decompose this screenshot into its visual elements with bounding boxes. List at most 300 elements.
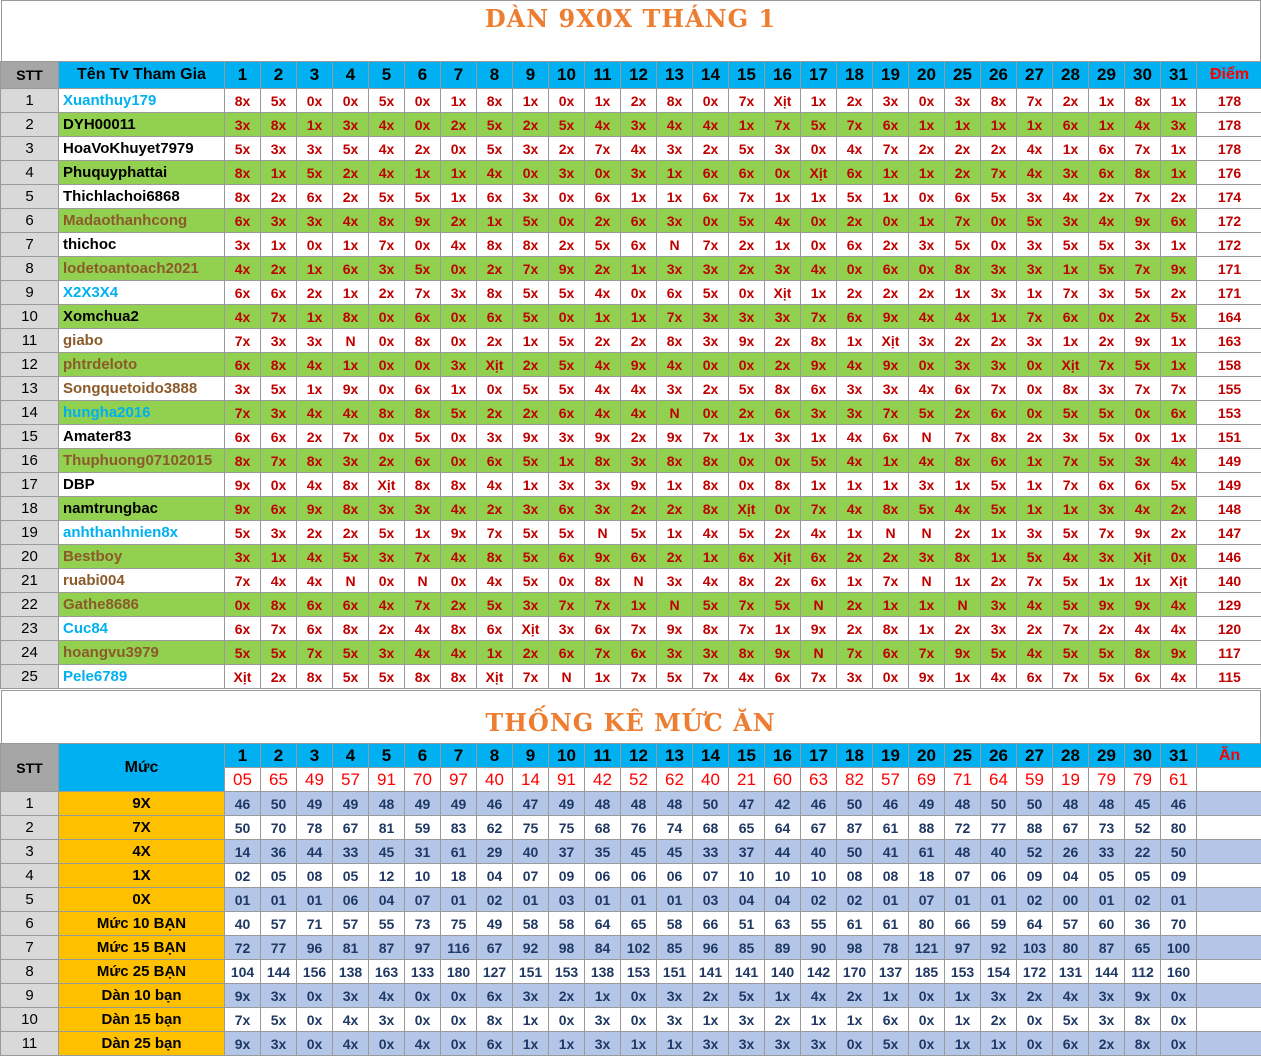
stat-cell: 03 (693, 888, 729, 912)
score-cell: 3x (261, 329, 297, 353)
score-cell: 2x (837, 545, 873, 569)
score-cell: 3x (225, 377, 261, 401)
stat-cell: 01 (1089, 888, 1125, 912)
result-cell: 91 (549, 768, 585, 792)
stat-cell: 42 (765, 792, 801, 816)
table-row (1, 113, 1261, 137)
score-cell: 0x (441, 329, 477, 353)
score-cell: 7x (657, 305, 693, 329)
muc-label: 0X (59, 888, 225, 912)
score-cell: 6x (1161, 401, 1197, 425)
table-row (1, 792, 1261, 816)
score-cell: 3x (549, 161, 585, 185)
stat-cell: 45 (1125, 792, 1161, 816)
score-cell: 0x (801, 209, 837, 233)
member-name: Xomchua2 (59, 305, 225, 329)
stat-cell: 6x (873, 1008, 909, 1032)
stat-cell: 2x (837, 984, 873, 1008)
score-cell: 1x (621, 593, 657, 617)
score-cell: 2x (657, 545, 693, 569)
table-row (1, 377, 1261, 401)
score-cell: 2x (945, 161, 981, 185)
score-cell: 3x (513, 593, 549, 617)
header-day: 25 (945, 744, 981, 768)
score-cell: 3x (549, 617, 585, 641)
score-cell: 3x (225, 233, 261, 257)
table-row (1, 864, 1261, 888)
stat-cell: 0x (297, 1008, 333, 1032)
score-cell: 0x (729, 449, 765, 473)
score-cell: Xịt (765, 281, 801, 305)
header-day: 19 (873, 62, 909, 89)
score-cell: 8x (585, 449, 621, 473)
score-cell: 7x (225, 569, 261, 593)
stat-cell: 2x (1089, 1032, 1125, 1056)
score-cell: 1x (621, 185, 657, 209)
score-cell: 6x (405, 377, 441, 401)
score-cell: 5x (549, 113, 585, 137)
score-cell: 8x (657, 89, 693, 113)
score-cell: 7x (1053, 665, 1089, 689)
score-cell: 4x (909, 305, 945, 329)
score-cell: 2x (765, 521, 801, 545)
score-cell: 7x (225, 329, 261, 353)
stat-cell: 1x (837, 1008, 873, 1032)
score-cell: 9x (801, 353, 837, 377)
score-cell: 8x (333, 497, 369, 521)
score-cell: 7x (693, 425, 729, 449)
stat-cell: 33 (693, 840, 729, 864)
score-cell: 9x (621, 353, 657, 377)
score-cell: 1x (837, 521, 873, 545)
header-day: 4 (333, 62, 369, 89)
score-cell: 4x (297, 401, 333, 425)
row-stt: 8 (1, 960, 59, 984)
score-cell: 0x (333, 89, 369, 113)
score-cell: 2x (873, 281, 909, 305)
score-cell: Xịt (765, 545, 801, 569)
score-cell: 3x (693, 305, 729, 329)
score-cell: 3x (1125, 449, 1161, 473)
score-cell: 5x (549, 281, 585, 305)
result-cell: 63 (801, 768, 837, 792)
score-cell: 0x (297, 89, 333, 113)
header-day: 3 (297, 744, 333, 768)
stat-cell: 59 (981, 912, 1017, 936)
score-cell: 0x (1089, 305, 1125, 329)
score-cell: 7x (801, 665, 837, 689)
score-cell: 4x (369, 113, 405, 137)
score-cell: 9x (225, 473, 261, 497)
table-row (1, 1032, 1261, 1056)
score-cell: 0x (477, 377, 513, 401)
score-cell: 6x (873, 257, 909, 281)
score-cell: 8x (585, 569, 621, 593)
stat-cell: 01 (657, 888, 693, 912)
stat-cell: 1x (945, 984, 981, 1008)
stat-empty (1197, 864, 1261, 888)
score-cell: 2x (261, 185, 297, 209)
score-cell: 0x (369, 329, 405, 353)
header-points: Điểm (1197, 62, 1261, 89)
stat-cell: 74 (657, 816, 693, 840)
result-cell: 59 (1017, 768, 1053, 792)
result-cell: 69 (909, 768, 945, 792)
score-cell: 3x (261, 209, 297, 233)
score-cell: 2x (1161, 497, 1197, 521)
stat-cell: 40 (801, 840, 837, 864)
stat-cell: 0x (621, 984, 657, 1008)
score-cell: 0x (369, 425, 405, 449)
score-cell: 1x (1161, 233, 1197, 257)
stat-cell: 49 (477, 912, 513, 936)
stat-cell: 46 (225, 792, 261, 816)
table-row (1, 912, 1261, 936)
stat-cell: 58 (549, 912, 585, 936)
score-cell: 6x (549, 401, 585, 425)
score-cell: 1x (333, 281, 369, 305)
score-cell: 3x (261, 137, 297, 161)
member-name: ruabi004 (59, 569, 225, 593)
table-row (1, 89, 1261, 113)
score-cell: 7x (549, 593, 585, 617)
score-cell: 5x (981, 473, 1017, 497)
stat-cell: 90 (801, 936, 837, 960)
stat-cell: 01 (1161, 888, 1197, 912)
points-cell: 153 (1197, 401, 1261, 425)
stat-cell: 29 (477, 840, 513, 864)
stat-cell: 58 (513, 912, 549, 936)
score-cell: 5x (261, 377, 297, 401)
score-cell: 3x (837, 401, 873, 425)
row-stt: 10 (1, 305, 59, 329)
score-cell: 1x (441, 89, 477, 113)
table-row (1, 960, 1261, 984)
score-cell: 2x (657, 497, 693, 521)
score-cell: 6x (1125, 665, 1161, 689)
score-cell: 0x (873, 665, 909, 689)
stat-cell: 8x (477, 1008, 513, 1032)
score-cell: 7x (621, 665, 657, 689)
stat-cell: 02 (1017, 888, 1053, 912)
score-cell: 7x (1125, 137, 1161, 161)
row-stt: 22 (1, 593, 59, 617)
points-cell: 171 (1197, 281, 1261, 305)
member-name: Bestboy (59, 545, 225, 569)
table-row (1, 569, 1261, 593)
score-cell: 0x (549, 305, 585, 329)
stat-cell: 144 (1089, 960, 1125, 984)
score-cell: 3x (981, 593, 1017, 617)
score-cell: 4x (1161, 617, 1197, 641)
score-cell: 8x (405, 401, 441, 425)
score-cell: 4x (441, 641, 477, 665)
stat-cell: 01 (261, 888, 297, 912)
score-cell: 2x (837, 593, 873, 617)
score-cell: 3x (657, 641, 693, 665)
member-name: X2X3X4 (59, 281, 225, 305)
stat-cell: 70 (1161, 912, 1197, 936)
score-cell: 5x (333, 545, 369, 569)
score-cell: 8x (1125, 641, 1161, 665)
row-stt: 4 (1, 161, 59, 185)
score-cell: 5x (693, 593, 729, 617)
score-cell: 3x (549, 425, 585, 449)
stat-cell: 67 (477, 936, 513, 960)
header-day: 8 (477, 744, 513, 768)
stat-cell: 3x (333, 984, 369, 1008)
stat-cell: 31 (405, 840, 441, 864)
stat-cell: 46 (1161, 792, 1197, 816)
score-cell: 5x (1017, 209, 1053, 233)
score-cell: 1x (1161, 425, 1197, 449)
score-cell: 0x (513, 161, 549, 185)
score-cell: N (801, 593, 837, 617)
member-name: Madaothanhcong (59, 209, 225, 233)
score-cell: N (333, 569, 369, 593)
score-cell: 6x (1053, 305, 1089, 329)
header-day: 2 (261, 744, 297, 768)
score-cell: 7x (261, 617, 297, 641)
score-cell: 4x (1017, 641, 1053, 665)
score-cell: 0x (909, 257, 945, 281)
score-cell: 1x (981, 545, 1017, 569)
stat-cell: 133 (405, 960, 441, 984)
score-cell: 2x (837, 617, 873, 641)
score-cell: 7x (513, 257, 549, 281)
header-day: 31 (1161, 744, 1197, 768)
score-cell: 5x (261, 641, 297, 665)
score-cell: 9x (1125, 209, 1161, 233)
score-cell: 9x (1125, 521, 1161, 545)
score-cell: 5x (1053, 233, 1089, 257)
score-cell: 2x (1161, 281, 1197, 305)
score-cell: 3x (225, 113, 261, 137)
stat-cell: 3x (693, 1032, 729, 1056)
stat-cell: 08 (297, 864, 333, 888)
score-cell: 2x (945, 137, 981, 161)
score-cell: 2x (261, 665, 297, 689)
stat-cell: 127 (477, 960, 513, 984)
score-cell: 1x (657, 521, 693, 545)
points-cell: 163 (1197, 329, 1261, 353)
score-cell: 7x (1089, 521, 1125, 545)
header-day: 18 (837, 744, 873, 768)
score-cell: 6x (873, 641, 909, 665)
score-cell: 4x (909, 377, 945, 401)
stat-cell: 87 (837, 816, 873, 840)
score-cell: 1x (333, 353, 369, 377)
score-cell: 9x (729, 329, 765, 353)
score-cell: 0x (729, 281, 765, 305)
score-cell: 2x (549, 137, 585, 161)
score-cell: 5x (549, 521, 585, 545)
score-cell: 2x (477, 329, 513, 353)
score-cell: N (909, 425, 945, 449)
stat-cell: 12 (369, 864, 405, 888)
score-cell: 0x (1125, 401, 1161, 425)
stat-cell: 156 (297, 960, 333, 984)
score-cell: 5x (837, 185, 873, 209)
stat-empty (1197, 960, 1261, 984)
stat-cell: 63 (765, 912, 801, 936)
stat-cell: 5x (1053, 1008, 1089, 1032)
stat-cell: 160 (1161, 960, 1197, 984)
score-cell: 8x (441, 665, 477, 689)
header-day: 18 (837, 62, 873, 89)
score-cell: 3x (369, 257, 405, 281)
score-cell: 6x (1017, 665, 1053, 689)
score-cell: 2x (945, 617, 981, 641)
score-cell: 3x (297, 137, 333, 161)
score-cell: 2x (549, 233, 585, 257)
score-cell: 2x (981, 137, 1017, 161)
score-cell: 4x (369, 593, 405, 617)
score-cell: 6x (837, 233, 873, 257)
score-cell: 2x (693, 137, 729, 161)
score-cell: 1x (873, 449, 909, 473)
result-cell: 40 (477, 768, 513, 792)
score-cell: 7x (693, 665, 729, 689)
score-cell: 8x (693, 617, 729, 641)
stat-cell: 3x (801, 1032, 837, 1056)
header-day: 26 (981, 62, 1017, 89)
score-cell: 6x (945, 377, 981, 401)
score-cell: 4x (1017, 137, 1053, 161)
score-cell: 1x (1089, 89, 1125, 113)
points-cell: 172 (1197, 209, 1261, 233)
score-cell: 3x (513, 497, 549, 521)
stat-cell: 153 (549, 960, 585, 984)
score-cell: 1x (1161, 137, 1197, 161)
score-cell: 2x (909, 281, 945, 305)
score-cell: 7x (729, 617, 765, 641)
score-cell: 4x (333, 401, 369, 425)
score-cell: 1x (1053, 497, 1089, 521)
muc-label: 9X (59, 792, 225, 816)
score-cell: 5x (585, 233, 621, 257)
stat-cell: 04 (765, 888, 801, 912)
score-cell: 8x (477, 281, 513, 305)
score-cell: 2x (1125, 305, 1161, 329)
stat-cell: 49 (909, 792, 945, 816)
score-cell: 2x (1161, 521, 1197, 545)
score-cell: 4x (441, 233, 477, 257)
stat-cell: 49 (549, 792, 585, 816)
score-cell: 7x (801, 305, 837, 329)
header-day: 13 (657, 744, 693, 768)
score-cell: 2x (837, 281, 873, 305)
score-cell: 2x (297, 521, 333, 545)
score-cell: 5x (693, 281, 729, 305)
table-row (1, 233, 1261, 257)
header-day: 12 (621, 62, 657, 89)
points-cell: 140 (1197, 569, 1261, 593)
score-cell: 9x (441, 521, 477, 545)
table-row (1, 521, 1261, 545)
score-cell: 4x (1053, 185, 1089, 209)
score-cell: 4x (621, 137, 657, 161)
score-cell: 1x (873, 185, 909, 209)
score-cell: 4x (585, 113, 621, 137)
header-day: 27 (1017, 62, 1053, 89)
result-cell: 49 (297, 768, 333, 792)
stat-cell: 48 (585, 792, 621, 816)
table-row (1, 401, 1261, 425)
member-name: Xuanthuy179 (59, 89, 225, 113)
score-cell: 0x (909, 353, 945, 377)
score-cell: 2x (621, 497, 657, 521)
score-cell: 8x (477, 233, 513, 257)
score-cell: 4x (477, 569, 513, 593)
stat-cell: 68 (693, 816, 729, 840)
score-cell: 8x (729, 641, 765, 665)
stat-cell: 01 (513, 888, 549, 912)
stat-cell: 3x (261, 1032, 297, 1056)
score-cell: N (657, 593, 693, 617)
stat-cell: 180 (441, 960, 477, 984)
score-cell: 3x (1089, 377, 1125, 401)
score-cell: 5x (1125, 281, 1161, 305)
score-cell: N (801, 641, 837, 665)
score-cell: 5x (513, 521, 549, 545)
muc-label: Dàn 10 bạn (59, 984, 225, 1008)
score-cell: 6x (657, 281, 693, 305)
stat-cell: 1x (873, 984, 909, 1008)
result-cell: 60 (765, 768, 801, 792)
stat-cell: 137 (873, 960, 909, 984)
score-cell: 8x (297, 665, 333, 689)
member-name: Songquetoido3888 (59, 377, 225, 401)
score-cell: 3x (837, 665, 873, 689)
score-cell: 7x (333, 425, 369, 449)
stat-empty (1197, 1008, 1261, 1032)
score-cell: 5x (225, 521, 261, 545)
score-cell: 2x (873, 233, 909, 257)
row-stt: 4 (1, 864, 59, 888)
stat-cell: 02 (801, 888, 837, 912)
stat-cell: 77 (261, 936, 297, 960)
score-cell: Xịt (513, 617, 549, 641)
score-cell: 6x (1053, 113, 1089, 137)
score-cell: 5x (513, 449, 549, 473)
score-cell: 0x (549, 209, 585, 233)
stat-cell: 35 (585, 840, 621, 864)
score-cell: 2x (765, 569, 801, 593)
points-cell: 149 (1197, 473, 1261, 497)
score-cell: N (405, 569, 441, 593)
score-cell: 4x (837, 353, 873, 377)
stat-cell: 0x (297, 1032, 333, 1056)
score-cell: Xịt (369, 473, 405, 497)
stat-cell: 48 (1089, 792, 1125, 816)
stat-cell: 2x (981, 1008, 1017, 1032)
score-cell: 6x (621, 545, 657, 569)
header-day: 20 (909, 744, 945, 768)
score-cell: 9x (333, 377, 369, 401)
score-cell: 5x (261, 89, 297, 113)
score-cell: 7x (1125, 257, 1161, 281)
stat-cell: 100 (1161, 936, 1197, 960)
stat-cell: 61 (909, 840, 945, 864)
result-cell: 79 (1089, 768, 1125, 792)
score-cell: Xịt (1125, 545, 1161, 569)
score-cell: 2x (513, 641, 549, 665)
stat-cell: 49 (297, 792, 333, 816)
score-cell: 1x (981, 113, 1017, 137)
stat-cell: 8x (1125, 1032, 1161, 1056)
stat-cell: 116 (441, 936, 477, 960)
